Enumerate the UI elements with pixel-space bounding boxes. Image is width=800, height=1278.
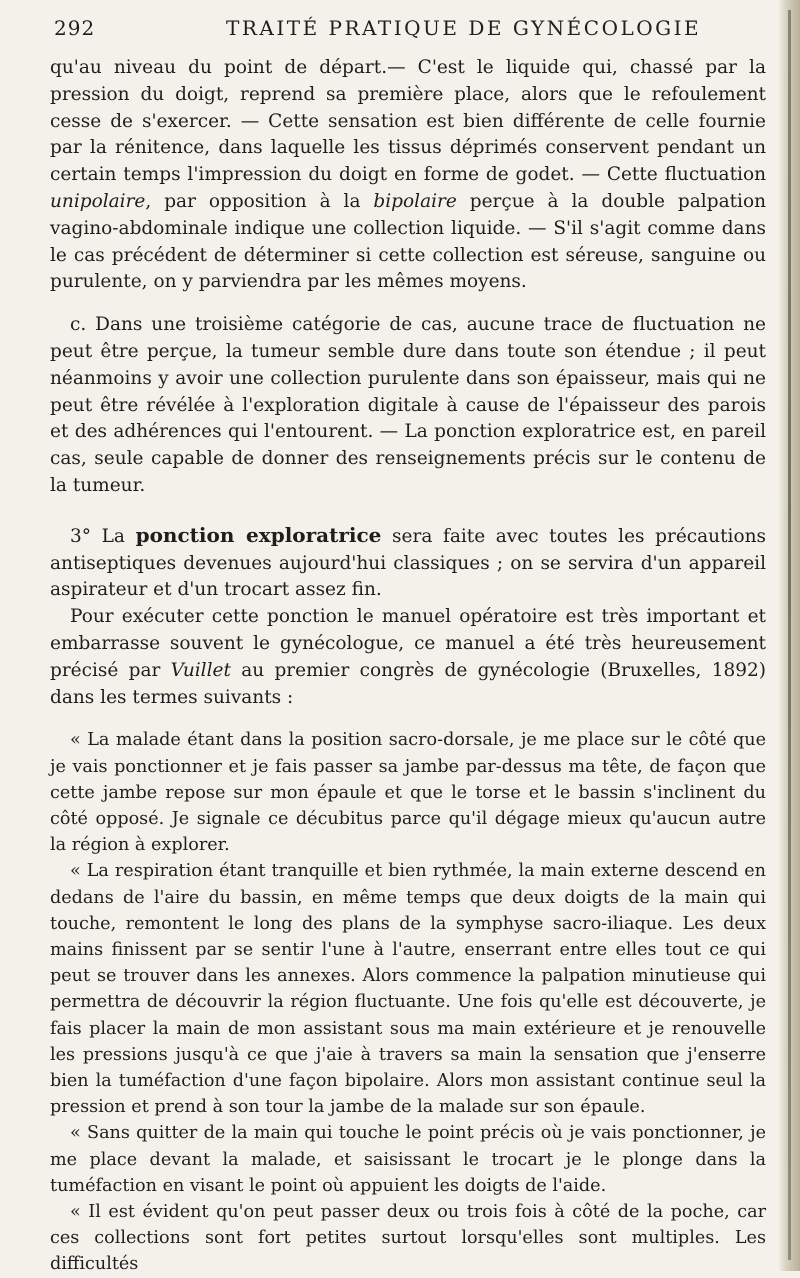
paragraph-fluctuation: [50, 55, 766, 296]
quote-paragraph-trocart: « Sans quitter de la main qui touche le point précis où je vais ponctionner, je me place devant la malade, et saisissant le trocart je le plonge dans la tuméfaction en visant le point où appuient les doigts de l'aide.: [50, 1123, 766, 1196]
page-binding-edge: [788, 10, 791, 1260]
paragraph-text: sera faite avec toutes les précautions antiseptiques devenues aujourd'hui classiques ; on se servira d'un appareil aspirateur et d'un trocart assez fin.: [50, 525, 766, 601]
quote-paragraph-respiration: « La respiration étant tranquille et bien rythmée, la main externe descend en dedans de l'aire du bassin, en même temps que deux doigts de la main qui touche, remontent le long des plans de la symphyse sacro-iliaque. Les deux mains finissent par se sentir l'une à l'autre, enserrant entre elles tout ce qui peut se trouver dans les annexes. Alors commence la palpation minutieuse qui permettra de découvrir la région fluctuante. Une fois qu'elle est découverte, je fais placer la main de mon assistant sous ma main extérieure et je renouvelle les pressions jusqu'à ce que j'aie à travers sa main la sensation que j'enserre bien la tuméfaction d'une façon bipolaire. Alors mon assistant continue seul la pression et prend à son tour la jambe de la malade sur son épaule.: [50, 861, 766, 1118]
page-body: [50, 55, 766, 1278]
quote-paragraph-position: « La malade étant dans la position sacro-dorsale, je me place sur le côté que je vais ponctionner et je fais passer sa jambe par-dessus ma tête, de façon que cette jambe repose sur mon épaule et que le torse et le bassin s'inclinent du côté opposé. Je signale ce décubitus parce qu'il dégage mieux qu'aucun autre la région à explorer.: [50, 730, 766, 856]
paragraph-ponction: [50, 522, 766, 604]
paragraph-text: , par opposition à la: [145, 190, 374, 212]
page-number: 292: [54, 16, 96, 40]
paragraph-text: qu'au niveau du point de départ.— C'est le liquide qui, chassé par la pression du doigt, reprend sa première place, alors que le refoulement cesse de s'exercer. — Cette sensation est bien différente de celle fournie par la rénitence, dans laquelle les tissus déprimés conservent pendant un certain temps l'impression du doigt en forme de godet. — Cette fluctuation: [50, 57, 766, 186]
paragraph-text: perçue à la double palpation vagino-abdominale indique une collection liquide. — S'il s'agit comme dans le cas précédent de déterminer si cette collection est séreuse, sanguine ou purulente, on y parviendra par les mêmes moyens.: [50, 190, 766, 293]
paragraph-text: Pour exécuter cette ponction le manuel opératoire est très important et embarrasse souvent le gynécologue, ce manuel a été très heureusement précisé par: [50, 606, 766, 681]
section-term-ponction-exploratrice: ponction exploratrice: [135, 522, 382, 547]
term-bipolaire: bipolaire: [373, 190, 457, 212]
section-number: 3° La: [70, 525, 136, 547]
page-header: [0, 0, 780, 50]
running-title: TRAITÉ PRATIQUE DE GYNÉCOLOGIE: [226, 16, 702, 40]
author-vuillet: Vuillet: [170, 659, 231, 681]
paragraph-manuel-operatoire: [50, 604, 766, 711]
term-unipolaire: unipolaire: [50, 190, 146, 212]
paragraph-text: au premier congrès de gynécologie (Bruxelles, 1892) dans les termes suivants :: [50, 659, 766, 708]
quote-paragraph-difficultes: « Il est évident qu'on peut passer deux ou trois fois à côté de la poche, car ces collections sont fort petites surtout lorsqu'elles sont multiples. Les difficultés: [50, 1201, 766, 1275]
paragraph-third-category: c. Dans une troisième catégorie de cas, aucune trace de fluctuation ne peut être perçue, la tumeur semble dure dans toute son étendue ; il peut néanmoins y avoir une collection purulente dans son épaisseur, mais qui ne peut être révélée à l'exploration digitale à cause de l'épaisseur des parois et des adhérences qui l'entourent. — La ponction exploratrice est, en pareil cas, seule capable de donner des renseignements précis sur le contenu de la tumeur.: [50, 314, 766, 496]
